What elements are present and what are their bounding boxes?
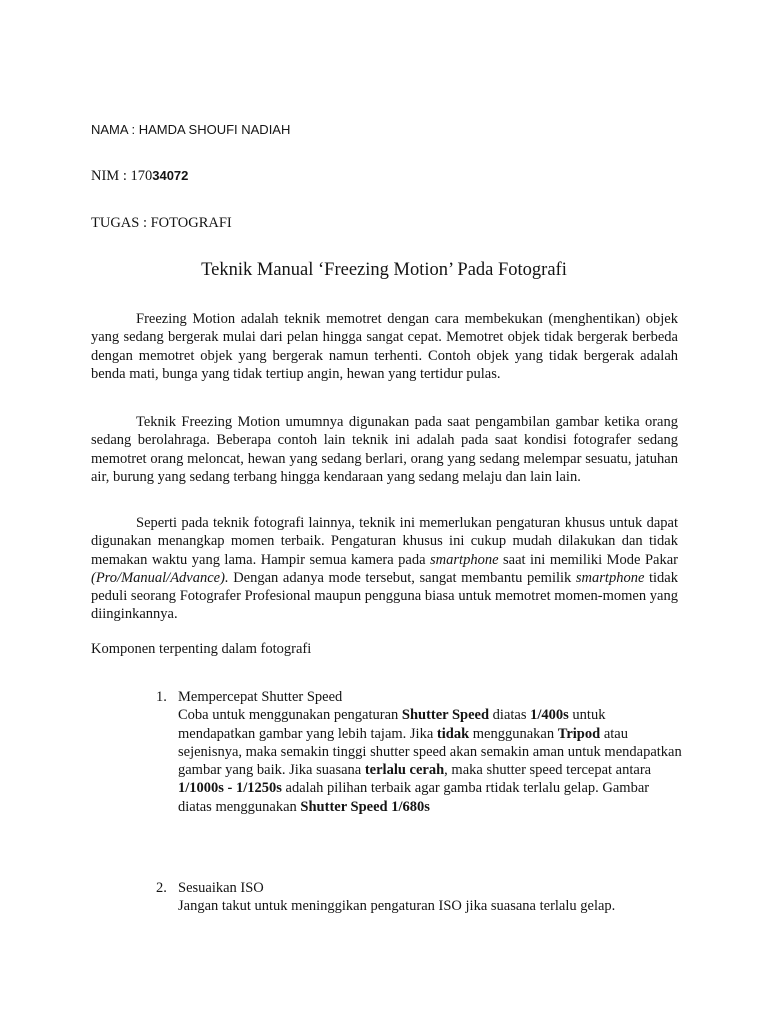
paragraph-3-italic-1: smartphone (430, 551, 499, 568)
paragraph-3-text-4: tidak peduli seorang Fotografer Profesional maupun pengguna biasa untuk memotret momen-momen yang diinginkannya. (91, 569, 678, 623)
nama-value: HAMDA SHOUFI NADIAH (138, 122, 291, 137)
list-1-bold-5: terlalu cerah (364, 762, 445, 779)
nama-line (91, 121, 290, 139)
list-1-bold-3: tidak (436, 725, 470, 742)
paragraph-3-text-3: Dengan adanya mode tersebut, sangat membantu pemilik (228, 569, 576, 586)
nim-label: NIM : 170 (91, 168, 153, 184)
nim-value: 34072 (152, 168, 189, 183)
tugas-line: TUGAS : FOTOGRAFI (91, 215, 232, 231)
list-item-2 (156, 879, 686, 916)
document-title: Teknik Manual ‘Freezing Motion’ Pada Fotografi (201, 260, 567, 280)
list-1-seg-3: untuk mendapatkan gambar yang lebih tajam. Jika (178, 707, 606, 742)
list-1-seg-4: menggunakan (469, 725, 558, 742)
list-text-1 (178, 706, 686, 816)
list-1-seg-1: Coba untuk menggunakan pengaturan (178, 707, 402, 724)
list-1-bold-4: Tripod (557, 725, 601, 742)
nim-line (91, 167, 188, 185)
paragraph-2: Teknik Freezing Motion umumnya digunakan pada saat pengambilan gambar ketika orang sedang berolahraga. Beberapa contoh lain teknik ini adalah pada saat kondisi fotografer sedang memotret orang meloncat, hewan yang sedang berlari, orang yang sedang melempar sesuatu, jatuhan air, burung yang sedang terbang hingga kendaraan yang sedang melaju dan lain lain. (91, 414, 678, 485)
paragraph-1: Freezing Motion adalah teknik memotret dengan cara membekukan (menghentikan) objek yang sedang bergerak mulai dari pelan hingga sangat cepat. Memotret objek tidak bergerak berbeda dengan memotret objek yang bergerak namun terhenti. Contoh objek yang tidak bergerak adalah benda mati, bunga yang tidak tertiup angin, hewan yang tertidur pulas. (91, 311, 678, 382)
paragraph-3 (91, 514, 678, 624)
list-1-seg-2: diatas (489, 707, 531, 724)
list-1-bold-2: 1/400s (530, 707, 569, 724)
list-number-1: 1. (156, 689, 167, 705)
list-1-seg-6: , maka shutter speed tercepat antara (444, 762, 652, 779)
komponen-heading: Komponen terpenting dalam fotografi (91, 641, 312, 657)
list-1-bold-1: Shutter Speed (401, 707, 490, 724)
list-heading-2: Sesuaikan ISO (178, 880, 264, 896)
list-item-1 (156, 688, 686, 816)
paragraph-3-italic-3: smartphone (575, 569, 645, 586)
paragraph-3-text-2: saat ini memiliki Mode Pakar (498, 551, 678, 568)
list-number-2: 2. (156, 880, 167, 896)
paragraph-3-text-1: Seperti pada teknik fotografi lainnya, teknik ini memerlukan pengaturan khusus untuk dapat digunakan menangkap momen terbaik. Pengaturan khusus ini cukup mudah dilakukan dan tidak memakan waktu yang lama. Hampir semua kamera pada (91, 515, 678, 568)
list-1-seg-5: atau sejenisnya, maka semakin tinggi shutter speed akan semakin aman untuk mendapatkan gambar yang baik. Jika suasana (178, 725, 682, 779)
list-1-bold-6: 1/1000s - 1/1250s (178, 780, 282, 797)
nama-label: NAMA : (91, 122, 139, 137)
paragraph-3-italic-2: (Pro/Manual/Advance). (91, 569, 229, 586)
list-1-seg-7: adalah pilihan terbaik agar gamba rtidak terlalu gelap. Gambar diatas menggunakan (178, 780, 650, 815)
list-1-bold-7: Shutter Speed 1/680s (300, 798, 430, 815)
list-text-2: Jangan takut untuk meninggikan pengaturan ISO jika suasana terlalu gelap. (178, 898, 616, 915)
list-heading-1: Mempercepat Shutter Speed (178, 689, 343, 705)
